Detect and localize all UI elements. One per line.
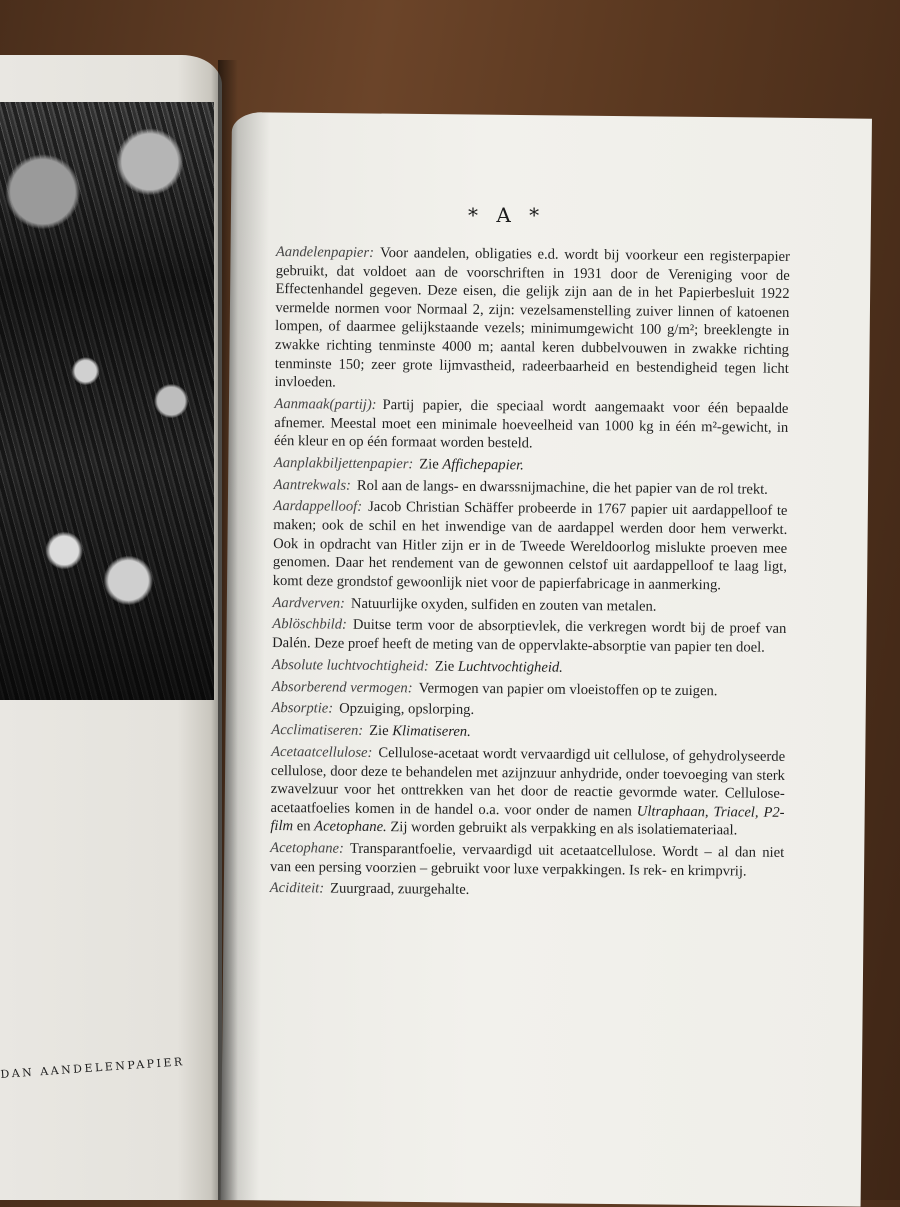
entry-term: Absorberend vermogen: <box>271 678 413 696</box>
entry-text: Duitse term voor de absorptievlek, die verkregen wordt bij de proef van Dalén. Deze proef heeft de meting van de oppervlakte-absorptie van papier ten doel. <box>272 617 787 656</box>
entry-absolute-luchtvochtigheid <box>272 656 786 680</box>
entry-text: Cellulose-acetaat wordt vervaardigd uit cellulose, of gehydrolyseerde cellulose, door deze te behandelen met azijnzuur anhydride, onder toevoeging van sterk zwavelzuur voor het onttrekken van het door de reactie gevormde water. Cellulose-acetaatfoelies komen in de handel o.a. voor onder de namen <box>270 744 786 820</box>
trade-name: Triacel, <box>713 803 759 821</box>
entry-reference: Klimatiseren. <box>392 723 471 741</box>
photo-caption: DAN AANDELENPAPIER <box>0 1055 186 1081</box>
entry-acetophane <box>270 839 784 881</box>
entry-abloschbild <box>272 615 786 657</box>
entry-text-tail: Zij worden gebruikt als verpakking en als isolatiemateriaal. <box>390 819 738 839</box>
entry-term: Aandelenpapier: <box>275 243 375 261</box>
entry-text: Natuurlijke oxyden, sulfiden en zouten van metalen. <box>350 595 657 615</box>
dictionary-entries <box>270 243 790 906</box>
entry-reference: Luchtvochtigheid. <box>457 658 563 676</box>
entry-term: Aantrekwals: <box>273 476 352 494</box>
entry-term: Aardverven: <box>272 594 346 612</box>
trade-name: P2-film <box>270 804 785 835</box>
trade-name: Ultraphaan, <box>636 803 709 820</box>
stock-exchange-photo <box>0 102 214 700</box>
entry-text: Voor aandelen, obligaties e.d. wordt bij voorkeur een registerpapier gebruikt, dat voldoet aan de voorschriften in 1931 door de Vereniging voor de Effectenhandel gegeven. Deze eisen, die gelijk zijn aan de in het Papierbesluit 1922 vermelde normen voor Normaal 2, zijn: vezelsamenstelling zuiver linnen of katoenen lompen, of daarmee gelijkstaande vezels; minimumgewicht 100 g/m²; breeklengte in zwakke richting tenminste 4000 m; aantal keren dubbelvouwen in zwakke richting tenminste 150; zeer grote lijmvastheid, radeerbaarheid en bestendigheid tegen licht invloeden. <box>274 244 790 391</box>
entry-text: Opzuiging, opslorping. <box>339 700 475 719</box>
entry-absorptie <box>271 699 785 723</box>
section-heading: * A * <box>468 203 546 227</box>
entry-term: Absolute luchtvochtigheid: <box>271 656 429 675</box>
trade-name: Acetophane. <box>314 818 387 836</box>
conjunction: en <box>296 818 311 835</box>
entry-text: Zie <box>419 456 439 473</box>
entry-term: Aardappelloof: <box>273 498 363 516</box>
entry-term: Aanmaak(partij): <box>274 395 377 413</box>
entry-text: Vermogen van papier om vloeistoffen op te zuigen. <box>418 679 718 699</box>
entry-text: Zie <box>434 658 455 675</box>
entry-term: Acetophane: <box>270 840 345 857</box>
entry-text: Partij papier, die speciaal wordt aangemaakt voor één bepaalde afnemer. Meestal moet een minimale hoeveelheid van 1000 kg in één m²-gewicht, in één kleur en op één formaat worden besteld. <box>274 396 789 452</box>
entry-acetaatcellulose <box>270 743 785 841</box>
entry-text: Transparantfoelie, vervaardigd uit acetaatcellulose. Wordt – al dan niet van een persing voorzien – gebruikt voor luxe verpakkingen. Is rek- en krimpvrij. <box>269 840 785 880</box>
entry-text: Rol aan de langs- en dwarssnijmachine, die het papier van de rol trekt. <box>356 477 768 498</box>
gutter-shadow <box>218 60 238 1200</box>
entry-aanplakbiljettenpapier <box>274 454 788 478</box>
entry-term: Absorptie: <box>271 700 334 717</box>
entry-term: Aciditeit: <box>269 880 325 897</box>
entry-term: Ablöschbild: <box>272 616 348 634</box>
entry-term: Aanplakbiljettenpapier: <box>273 454 414 473</box>
entry-aciditeit <box>270 879 784 903</box>
entry-aanmaak <box>274 395 789 456</box>
entry-term: Acclimatiseren: <box>271 722 364 739</box>
entry-text: Zie <box>369 723 389 740</box>
entry-absorberend-vermogen <box>272 678 786 702</box>
entry-aantrekwals <box>274 476 788 500</box>
entry-aandelenpapier <box>275 243 790 397</box>
entry-acclimatiseren <box>271 721 785 745</box>
entry-term: Acetaatcellulose: <box>271 743 373 761</box>
entry-text: Jacob Christian Schäffer probeerde in 1767 papier uit aardappelloof te maken; ook de schil en het inwendige van de aardappel werden door hem verwerkt. Ook in opdracht van Hitler zijn er in de Tweede Wereldoorlog mislukte proeven mee genomen. Daar het rendement van de gewonnen celstof uit aardappelloof te laag ligt, komt deze grondstof gewoonlijk niet voor de papierfabricage in aanmerking. <box>272 499 788 594</box>
entry-aardverven <box>272 594 786 618</box>
entry-reference: Affichepapier. <box>442 456 524 474</box>
entry-aardappelloof <box>273 497 788 595</box>
entry-text: Zuurgraad, zuurgehalte. <box>330 880 470 899</box>
